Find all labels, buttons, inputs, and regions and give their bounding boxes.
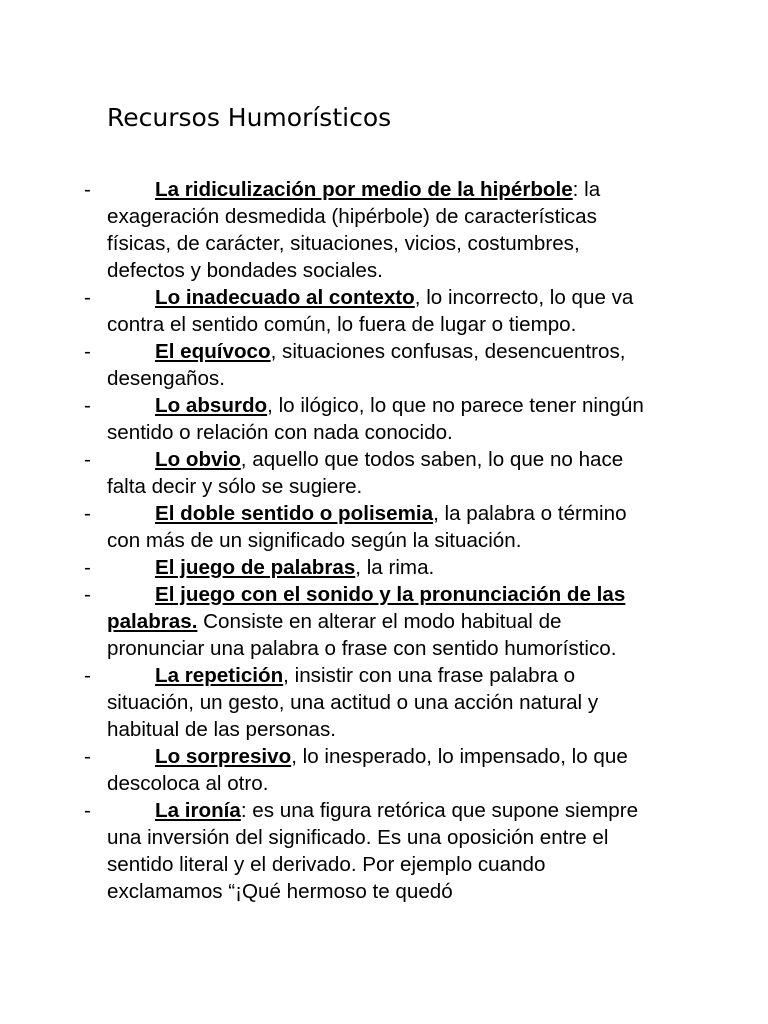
resource-description: : la exageración desmedida (hipérbole) de características físicas, de carácter, situaciones, vicios, costumbres, defectos y bondades sociales. bbox=[107, 178, 601, 282]
list-item bbox=[0, 176, 768, 284]
bullet-dash: - bbox=[84, 394, 91, 417]
resource-term: La repetición bbox=[155, 664, 284, 687]
resource-term: El juego con el sonido y la pronunciación de las palabras. bbox=[107, 583, 626, 633]
bullet-dash: - bbox=[84, 448, 91, 471]
resource-term: El juego de palabras bbox=[155, 556, 356, 579]
resource-term: La ridiculización por medio de la hipérbole bbox=[155, 178, 573, 201]
resource-description: , la palabra o término con más de un significado según la situación. bbox=[107, 502, 627, 552]
list-item bbox=[0, 554, 768, 581]
resource-description: , lo incorrecto, lo que va contra el sentido común, lo fuera de lugar o tiempo. bbox=[107, 286, 634, 336]
document-title: Recursos Humorísticos bbox=[107, 103, 392, 132]
bullet-dash: - bbox=[84, 664, 91, 687]
list-item bbox=[0, 581, 768, 662]
list-item bbox=[0, 500, 768, 554]
resource-description: : es una figura retórica que supone siempre una inversión del significado. Es una oposición entre el sentido literal y el derivado. Por ejemplo cuando exclamamos “¡Qué hermoso te quedó bbox=[107, 799, 639, 903]
bullet-dash: - bbox=[84, 556, 91, 579]
bullet-dash: - bbox=[84, 583, 91, 606]
resource-description: Consiste en alterar el modo habitual de pronunciar una palabra o frase con sentido humorístico. bbox=[107, 610, 617, 660]
resource-term: Lo obvio bbox=[155, 448, 241, 471]
list-item bbox=[0, 446, 768, 500]
resource-description: , insistir con una frase palabra o situación, un gesto, una actitud o una acción natural y habitual de las personas. bbox=[107, 664, 599, 741]
resource-term: Lo inadecuado al contexto bbox=[155, 286, 415, 309]
bullet-dash: - bbox=[84, 745, 91, 768]
list-item bbox=[0, 743, 768, 797]
resource-list bbox=[0, 176, 768, 905]
list-item bbox=[0, 284, 768, 338]
resource-description: , la rima. bbox=[355, 556, 435, 579]
resource-term: El doble sentido o polisemia bbox=[155, 502, 434, 525]
bullet-dash: - bbox=[84, 502, 91, 525]
bullet-dash: - bbox=[84, 799, 91, 822]
list-item bbox=[0, 338, 768, 392]
resource-term: La ironía bbox=[155, 799, 241, 822]
resource-description: , situaciones confusas, desencuentros, desengaños. bbox=[107, 340, 626, 390]
bullet-dash: - bbox=[84, 340, 91, 363]
resource-term: Lo sorpresivo bbox=[155, 745, 292, 768]
bullet-dash: - bbox=[84, 286, 91, 309]
resource-description: , lo ilógico, lo que no parece tener ningún sentido o relación con nada conocido. bbox=[107, 394, 644, 444]
bullet-dash: - bbox=[84, 178, 91, 201]
list-item bbox=[0, 392, 768, 446]
resource-description: , lo inesperado, lo impensado, lo que descoloca al otro. bbox=[107, 745, 628, 795]
resource-term: Lo absurdo bbox=[155, 394, 268, 417]
list-item bbox=[0, 662, 768, 743]
resource-term: El equívoco bbox=[155, 340, 271, 363]
resource-description: , aquello que todos saben, lo que no hace falta decir y sólo se sugiere. bbox=[107, 448, 624, 498]
list-item bbox=[0, 797, 768, 905]
